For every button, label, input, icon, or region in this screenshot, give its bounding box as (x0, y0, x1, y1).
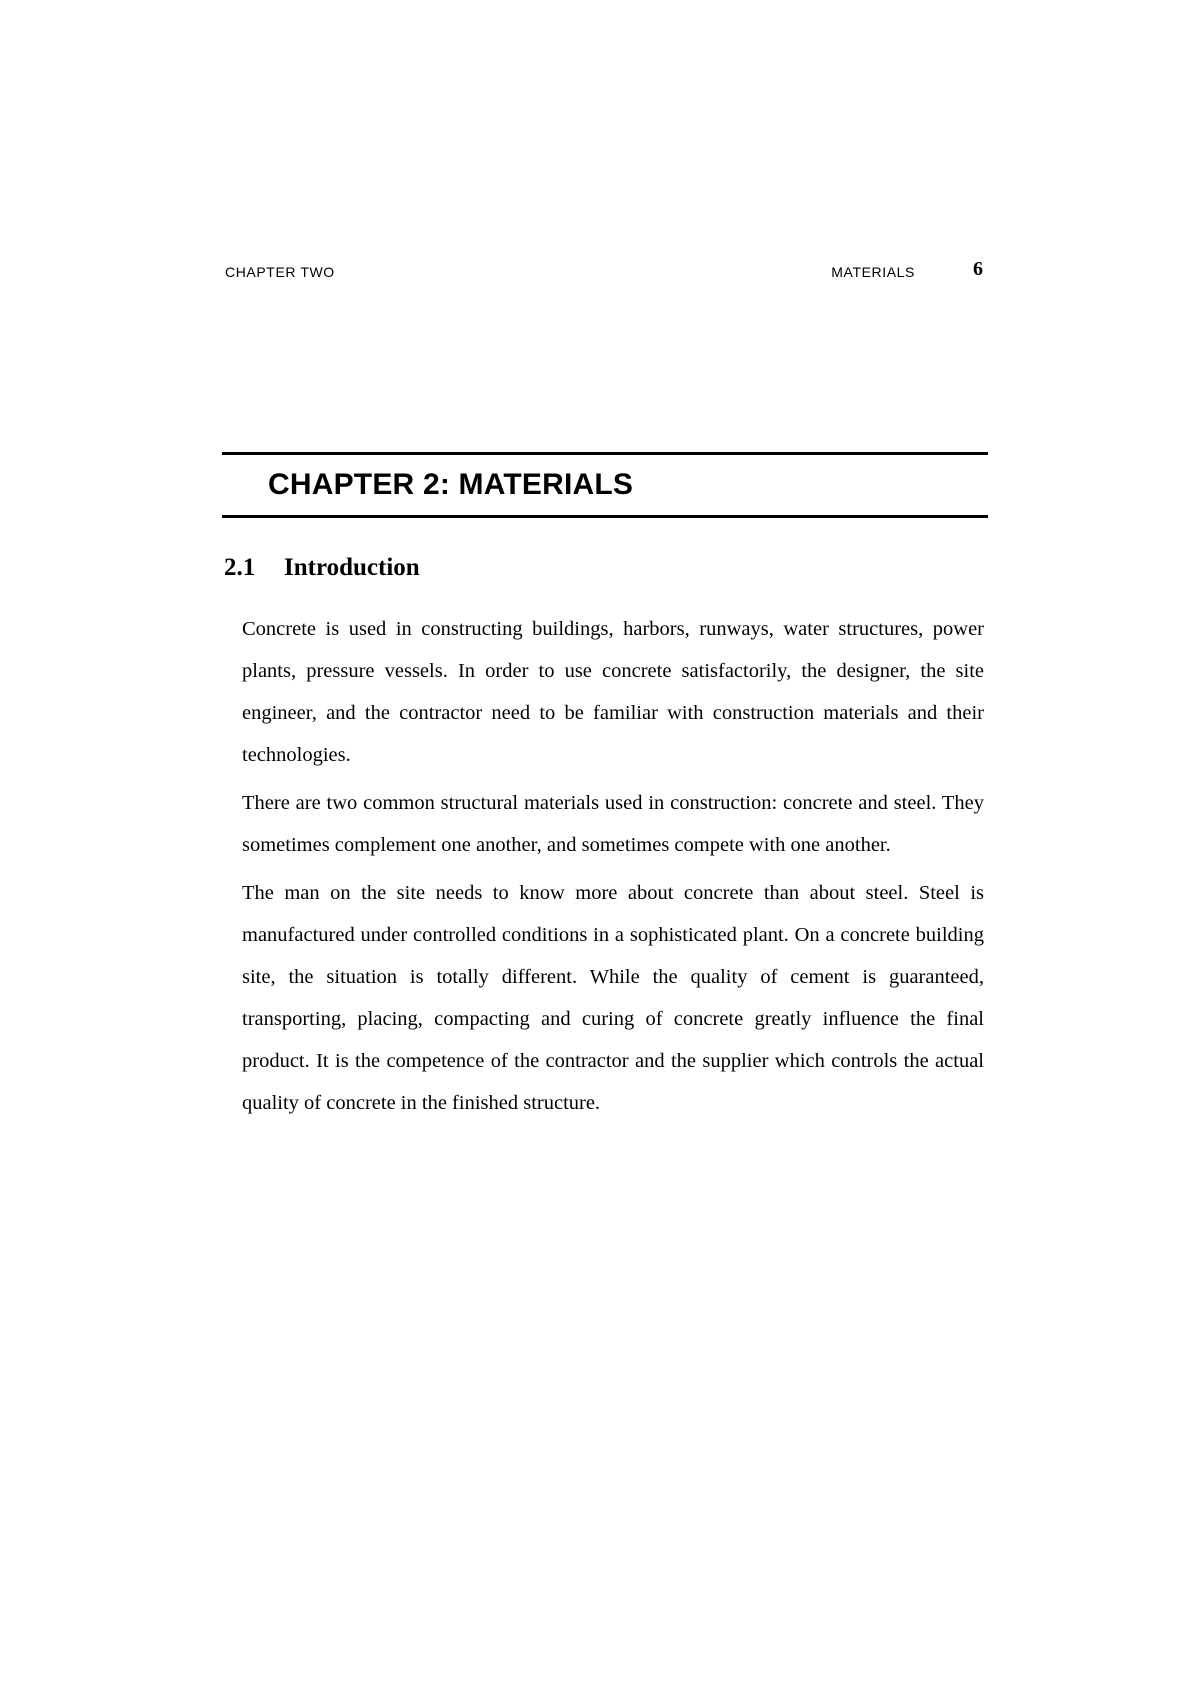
section-title: Introduction (284, 554, 420, 581)
running-header (225, 258, 987, 288)
paragraph: Concrete is used in constructing buildings, harbors, runways, water structures, power plants, pressure vessels. In order to use concrete satisfactorily, the designer, the site engineer, and the contractor need to be familiar with construction materials and their technologies. (242, 618, 984, 766)
section-heading (224, 554, 420, 582)
page-number: 6 (973, 258, 983, 280)
paragraph: There are two common structural materials used in construction: concrete and steel. They sometimes complement one another, and sometimes compete with one another. (242, 792, 984, 856)
chapter-top-rule (222, 452, 988, 455)
running-header-topic: MATERIALS (831, 264, 915, 280)
section-number: 2.1 (224, 554, 256, 581)
paragraph: The man on the site needs to know more about concrete than about steel. Steel is manufactured under controlled conditions in a sophisticated plant. On a concrete building site, the situation is totally different. While the quality of cement is guaranteed, transporting, placing, compacting and curing of concrete greatly influence the final product. It is the competence of the contractor and the supplier which controls the actual quality of concrete in the finished structure. (242, 882, 984, 1114)
body-text (242, 608, 984, 1130)
chapter-bottom-rule (222, 515, 988, 518)
running-header-chapter: CHAPTER TWO (225, 264, 335, 280)
chapter-title: CHAPTER 2: MATERIALS (268, 468, 634, 501)
chapter-title-block (222, 452, 988, 518)
